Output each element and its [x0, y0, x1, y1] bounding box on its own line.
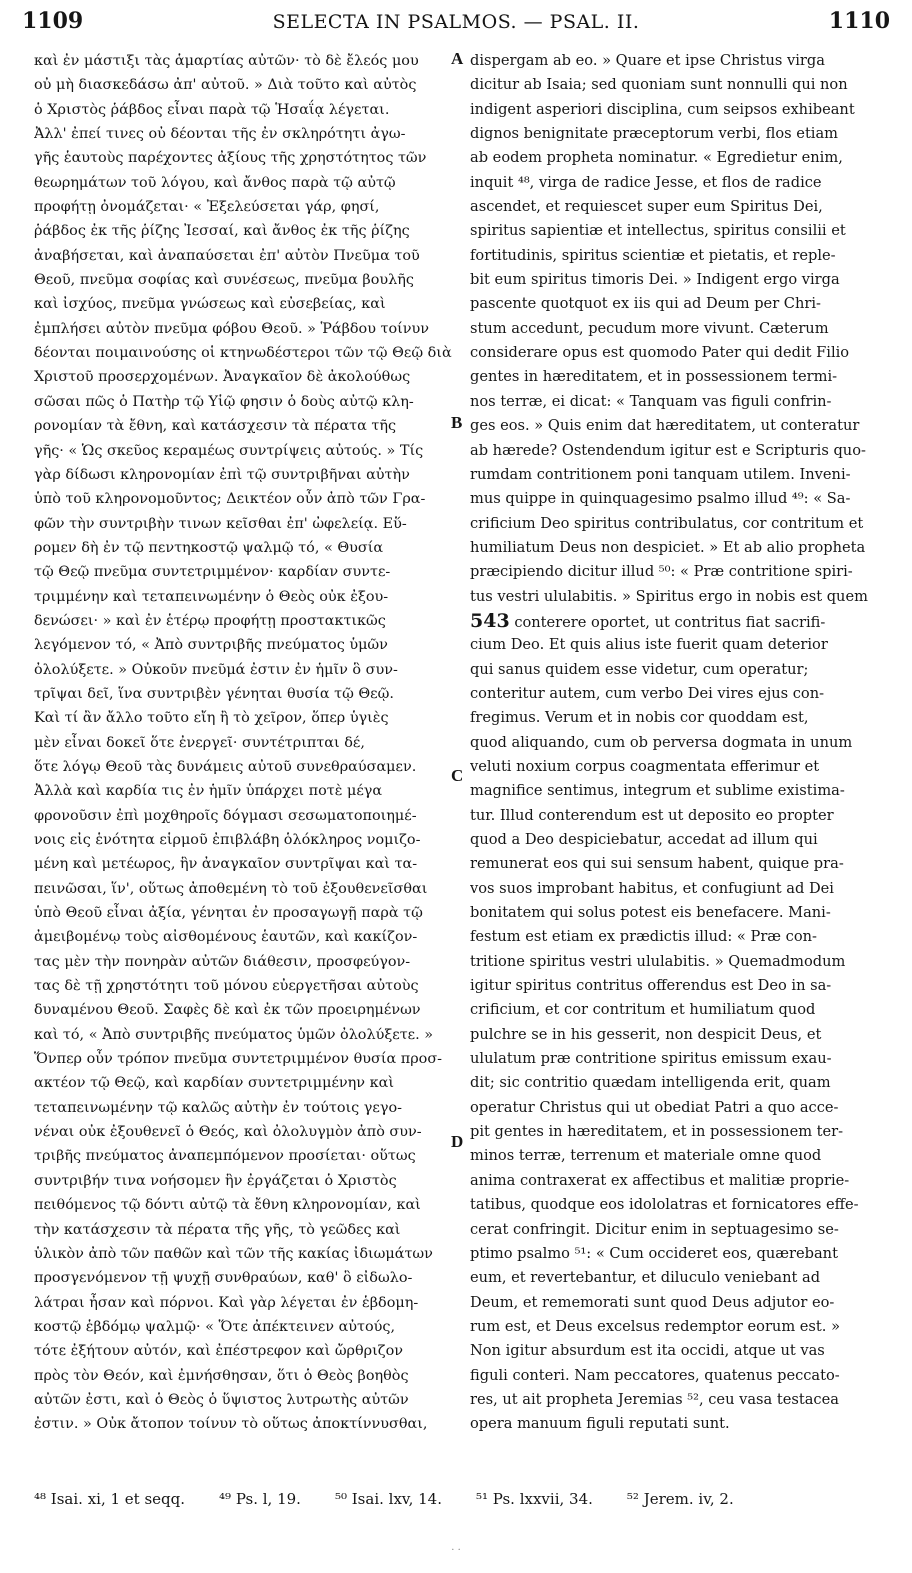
- greek-text-line: τρῖψαι δεῖ, ἵνα συντριβὲν γένηται θυσία τῷ Θεῷ.: [34, 685, 394, 702]
- latin-text-line: tur. Illud conterendum est ut deposito eo propter: [470, 806, 834, 824]
- greek-text-line: τας δὲ τῇ χρηστότητι τοῦ μόνου εὐεργετῆσαι αὐτοὺς: [34, 978, 419, 995]
- latin-text-line: ululatum præ contritione spiritus emissum exau-: [470, 1050, 832, 1068]
- latin-text-line: ptimo psalmo ⁵¹: « Cum occideret eos, quærebant: [470, 1244, 838, 1262]
- latin-text-line: nos terræ, ei dicat: « Tanquam vas figuli confrin-: [470, 392, 832, 410]
- greek-text-line: ἀναβήσεται, καὶ ἀναπαύσεται ἐπ' αὐτὸν Πνεῦμα τοῦ: [34, 247, 420, 264]
- latin-text-line: quod a Deo despiciebatur, accedat ad illum qui: [470, 831, 818, 848]
- latin-text-line: stum accedunt, pecudum more vivunt. Cæterum: [470, 319, 829, 337]
- latin-text-line: 543 conterere oportet, ut contritus fiat sacrifi-: [470, 609, 826, 632]
- latin-text-line: igitur spiritus contritus offerendus est Deo in sa-: [470, 977, 832, 995]
- greek-text-line: γῆς ἑαυτοὺς παρέχοντες ἀξίους τῆς χρηστότητος τῶν: [34, 150, 427, 167]
- greek-text-line: ακτέον τῷ Θεῷ, καὶ καρδίαν συντετριμμένην καὶ: [34, 1075, 394, 1092]
- greek-text-line: καὶ ἐν μάστιξι τὰς ἁμαρτίας αὐτῶν· τὸ δὲ ἔλεός μου: [34, 53, 419, 69]
- latin-text-line: rum est, et Deus excelsus redemptor eorum est. »: [470, 1317, 840, 1335]
- greek-text-line: τριβῆς πνεύματος ἀναπεμπόμενον προσίεται· οὕτως: [34, 1148, 416, 1165]
- latin-text-line: res, ut ait propheta Jeremias ⁵², ceu vasa testacea: [470, 1390, 839, 1408]
- latin-text-line: mus quippe in quinquagesimo psalmo illud ⁴⁹: « Sa-: [470, 490, 851, 508]
- latin-text-line: Deum, et rememorati sunt quod Deus adjutor eo-: [470, 1293, 835, 1311]
- running-title: SELECTA IN PSALMOS. — PSAL. II.: [272, 11, 640, 33]
- latin-text-line: qui sanus quidem esse videtur, cum operatur;: [470, 660, 809, 678]
- greek-text-line: μὲν εἶναι δοκεῖ ὅτε ἐνεργεῖ· συντέτριπται δέ,: [34, 734, 365, 751]
- latin-text-line: dicitur ab Isaia; sed quoniam sunt nonnulli qui non: [470, 76, 848, 94]
- greek-text-line: ἐμπλήσει αὐτὸν πνεῦμα φόβου Θεοῦ. » Ῥάβδου τοίνυν: [34, 320, 430, 337]
- margin-letter-d: D: [451, 1132, 464, 1151]
- greek-text-line: οὐ μὴ διασκεδάσω ἀπ' αὐτοῦ. » Διὰ τοῦτο καὶ αὐτὸς: [34, 77, 417, 94]
- page-number-left: 1109: [22, 8, 84, 34]
- greek-text-line: κοστῷ ἑβδόμῳ ψαλμῷ· « Ὅτε ἀπέκτεινεν αὐτούς,: [34, 1318, 396, 1335]
- latin-text-line: pascente quotquot ex iis qui ad Deum per Chri-: [470, 295, 821, 313]
- latin-text-line: quod aliquando, cum ob perversa dogmata in unum: [470, 733, 853, 751]
- latin-text-line: ab eodem propheta nominatur. « Egredietur enim,: [470, 149, 843, 167]
- greek-text-line: τας μὲν τὴν πονηρὰν αὐτῶν διάθεσιν, προσφεύγον-: [34, 953, 411, 970]
- greek-text-line: ὁ Χριστὸς ῥάβδος εἶναι παρὰ τῷ Ἡσαΐᾳ λέγεται.: [34, 101, 390, 118]
- greek-text-line: πειθόμενος τῷ δόντι αὐτῷ τὰ ἔθνη κληρονομίαν, καὶ: [34, 1197, 421, 1214]
- latin-text-line: fregimus. Verum et in nobis cor quoddam est,: [470, 709, 809, 727]
- latin-text-line: Non igitur absurdum est ita occidi, atque ut vas: [470, 1342, 825, 1360]
- latin-text-line: opera manuum figuli reputati sunt.: [470, 1415, 730, 1433]
- latin-text-column: [470, 49, 892, 1437]
- greek-text-line: ῥάβδος ἐκ τῆς ῥίζης Ἰεσσαί, καὶ ἄνθος ἐκ τῆς ῥίζης: [34, 223, 410, 240]
- latin-text-line: indigent asperiori disciplina, cum seipsos exhibeant: [470, 100, 855, 118]
- greek-text-line: ρομεν δὴ ἐν τῷ πεντηκοστῷ ψαλμῷ τό, « Θυσία: [34, 539, 384, 556]
- latin-text-line: rumdam contritionem poni tanquam utilem. Inveni-: [470, 465, 851, 483]
- greek-text-line: ὀλολύξετε. » Οὐκοῦν πνεῦμά ἐστιν ἐν ἡμῖν ὃ συν-: [34, 661, 398, 678]
- margin-letter-a: A: [451, 49, 464, 68]
- greek-text-line: Θεοῦ, πνεῦμα σοφίας καὶ συνέσεως, πνεῦμα βουλῆς: [34, 272, 414, 289]
- greek-text-line: καὶ ἰσχύος, πνεῦμα γνώσεως καὶ εὐσεβείας, καὶ: [34, 296, 386, 313]
- latin-text-line: bonitatem qui solus potest eis benefacere. Mani-: [470, 904, 831, 922]
- latin-text-line: ab hærede? Ostendendum igitur est e Scripturis quo-: [470, 441, 866, 459]
- footnote: ⁵⁰ Isai. lxv, 14.: [334, 1490, 442, 1508]
- greek-text-line: νέναι οὐκ ἐξουθενεῖ ὁ Θεός, καὶ ὀλολυγμὸν ἀπὸ συν-: [34, 1124, 422, 1141]
- latin-text-line: spiritus sapientiæ et intellectus, spiritus consilii et: [470, 222, 846, 240]
- latin-text-line: tritione spiritus vestri ululabitis. » Quemadmodum: [470, 952, 846, 970]
- greek-text-line: πρὸς τὸν Θεόν, καὶ ἐμνήσθησαν, ὅτι ὁ Θεὸς βοηθὸς: [34, 1367, 409, 1384]
- latin-text-line: figuli conteri. Nam peccatores, quatenus peccato-: [470, 1366, 840, 1384]
- greek-text-line: ὑλικὸν ἀπὸ τῶν παθῶν καὶ τῶν τῆς κακίας ἰδιωμάτων: [34, 1245, 433, 1262]
- greek-text-line: Καὶ τί ἂν ἄλλο τοῦτο εἴη ἢ τὸ χεῖρον, ὅπερ ὑγιὲς: [34, 710, 389, 727]
- latin-text-line: crificium, et cor contritum et humiliatum quod: [470, 1001, 816, 1019]
- greek-text-line: τὴν κατάσχεσιν τὰ πέρατα τῆς γῆς, τὸ γεῶδες καὶ: [34, 1221, 401, 1238]
- latin-text-line: vos suos improbant habitus, et confugiunt ad Dei: [470, 879, 834, 897]
- latin-text-line: tus vestri ululabitis. » Spiritus ergo in nobis est quem: [470, 587, 868, 605]
- greek-text-line: νοις εἰς ἑνότητα εἱρμοῦ ἐπιβλάβη ὁλόκληρος νομιζο-: [34, 832, 421, 848]
- latin-text-line: cium Deo. Et quis alius iste fuerit quam deterior: [470, 636, 828, 654]
- latin-text-line: crificium Deo spiritus contribulatus, cor contritum et: [470, 514, 864, 532]
- latin-text-line: dignos benignitate præceptorum verbi, flos etiam: [470, 125, 839, 143]
- latin-text-line: tatibus, quodque eos idololatras et fornicatores effe-: [470, 1196, 859, 1214]
- latin-text-line: anima contraxerat ex affectibus et malitiæ proprie-: [470, 1171, 850, 1189]
- column-number: 543: [470, 609, 510, 632]
- greek-text-line: ἀμειβομένῳ τοὺς αἰσθομένους ἑαυτῶν, καὶ κακίζον-: [34, 929, 418, 946]
- greek-text-line: φρονοῦσιν ἐπὶ μοχθηροῖς δόγμασι σεσωματοποιημέ-: [34, 807, 417, 824]
- greek-text-line: ὑπὸ τοῦ κληρονομοῦντος; Δεικτέον οὖν ἀπὸ τῶν Γρα-: [34, 491, 426, 508]
- footnote: ⁵¹ Ps. lxxvii, 34.: [476, 1490, 593, 1508]
- greek-text-line: ὑπὸ Θεοῦ εἶναι ἀξία, γένηται ἐν προσαγωγῇ παρὰ τῷ: [34, 905, 423, 922]
- latin-text-line: conteritur autem, cum verbo Dei vires ejus con-: [470, 684, 825, 702]
- greek-text-line: τῷ Θεῷ πνεῦμα συντετριμμένον· καρδίαν συντε-: [34, 564, 391, 581]
- greek-text-line: Ἀλλ' ἐπεί τινες οὐ δέονται τῆς ἐν σκληρότητι ἀγω-: [34, 126, 406, 143]
- margin-letter-b: B: [451, 413, 463, 432]
- footnotes: [34, 1490, 894, 1512]
- latin-text-line: pit gentes in hæreditatem, et in possessionem ter-: [470, 1123, 844, 1141]
- greek-text-column: [34, 49, 454, 1437]
- greek-text-line: τότε ἐξήτουν αὐτόν, καὶ ἐπέστρεφον καὶ ὤρθριζον: [34, 1343, 403, 1360]
- greek-text-line: γῆς· « Ὡς σκεῦος κεραμέως συντρίψεις αὐτούς. » Τίς: [34, 442, 424, 459]
- latin-text-line: operatur Christus qui ut obediat Patri a quo acce-: [470, 1098, 839, 1116]
- latin-text-line: minos terræ, terrenum et materiale omne quod: [470, 1147, 822, 1165]
- greek-text-line: σῶσαι πῶς ὁ Πατὴρ τῷ Υἱῷ φησιν ὁ δοὺς αὐτῷ κλη-: [34, 393, 414, 410]
- greek-text-line: λεγόμενον τό, « Ἀπὸ συντριβῆς πνεύματος ὑμῶν: [34, 637, 388, 654]
- latin-text-line: inquit ⁴⁸, virga de radice Jesse, et flos de radice: [470, 173, 822, 191]
- page-header: [22, 8, 890, 38]
- greek-text-line: δυναμένου Θεοῦ. Σαφὲς δὲ καὶ ἐκ τῶν προειρημένων: [34, 1002, 421, 1019]
- latin-text-line: festum est etiam ex prædictis illud: « Præ con-: [470, 928, 817, 946]
- greek-text-line: ρονομίαν τὰ ἔθνη, καὶ κατάσχεσιν τὰ πέρατα τῆς: [34, 418, 397, 435]
- latin-text-line: dit; sic contritio quædam intelligenda erit, quam: [470, 1074, 831, 1092]
- latin-text-line: bit eum spiritus timoris Dei. » Indigent ergo virga: [470, 271, 840, 289]
- greek-text-line: δέονται ποιμαινούσης οἱ κτηνωδέστεροι τῶν τῷ Θεῷ διὰ: [34, 345, 452, 362]
- latin-text-line: veluti noxium corpus coagmentata efferimur et: [470, 757, 820, 775]
- latin-text-line: pulchre se in his gesserit, non despicit Deus, et: [470, 1025, 822, 1043]
- latin-text-line: ascendet, et requiescet super eum Spiritus Dei,: [470, 198, 823, 216]
- greek-text-line: προφήτῃ ὀνομάζεται· « Ἐξελεύσεται γάρ, φησί,: [34, 199, 380, 216]
- latin-text-line: gentes in hæreditatem, et in possessionem termi-: [470, 368, 838, 386]
- greek-text-line: ἐστιν. » Οὐκ ἄτοπον τοίνυν τὸ οὕτως ἀποκτίννυσθαι,: [34, 1416, 428, 1433]
- greek-text-line: γὰρ δίδωσι κληρονομίαν ἐπὶ τῷ συντριβῆναι αὐτὴν: [34, 466, 410, 483]
- greek-text-line: Χριστοῦ προσερχομένων. Ἀναγκαῖον δὲ ἀκολούθως: [34, 369, 411, 386]
- greek-text-line: μένη καὶ μετέωρος, ἣν ἀναγκαῖον συντρῖψαι καὶ τα-: [34, 856, 418, 873]
- greek-text-line: Ἀλλὰ καὶ καρδία τις ἐν ἡμῖν ὑπάρχει ποτὲ μέγα: [34, 783, 383, 800]
- greek-text-line: τεταπεινωμένην τῷ καλῶς αὐτὴν ἐν τούτοις γεγο-: [34, 1099, 402, 1116]
- greek-text-line: αὐτῶν ἐστι, καὶ ὁ Θεὸς ὁ ὕψιστος λυτρωτὴς αὐτῶν: [34, 1391, 409, 1408]
- latin-text-line: remunerat eos qui sui sensum habent, quique pra-: [470, 855, 844, 873]
- page-number-right: 1110: [828, 8, 890, 34]
- margin-letter-c: C: [451, 766, 464, 785]
- bottom-mark: · ·: [451, 1545, 461, 1556]
- latin-text-line: præcipiendo dicitur illud ⁵⁰: « Præ contritione spiri-: [470, 563, 853, 581]
- greek-text-line: τριμμένην καὶ τεταπεινωμένην ὁ Θεὸς οὐκ ἐξου-: [34, 588, 389, 605]
- greek-text-line: θεωρημάτων τοῦ λόγου, καὶ ἄνθος παρὰ τῷ αὐτῷ: [34, 174, 396, 191]
- latin-text-line: humiliatum Deus non despiciet. » Et ab alio propheta: [470, 538, 866, 556]
- greek-text-line: καὶ τό, « Ἀπὸ συντριβῆς πνεύματος ὑμῶν ὀλολύξετε. »: [34, 1026, 434, 1043]
- greek-text-line: πεινῶσαι, ἵν', οὕτως ἀποθεμένη τὸ τοῦ ἐξουθενεῖσθαι: [34, 880, 428, 897]
- greek-text-line: ὅτε λόγῳ Θεοῦ τὰς δυνάμεις αὐτοῦ συνεθραύσαμεν.: [34, 758, 417, 775]
- latin-text-line: eum, et revertebantur, et diluculo veniebant ad: [470, 1269, 821, 1287]
- latin-text-line: considerare opus est quomodo Pater qui dedit Filio: [470, 344, 850, 362]
- footnote: ⁴⁹ Ps. l, 19.: [219, 1490, 301, 1508]
- latin-text-line: dispergam ab eo. » Quare et ipse Christus virga: [470, 52, 825, 69]
- greek-text-line: Ὅνπερ οὖν τρόπον πνεῦμα συντετριμμένον θυσία προσ-: [34, 1051, 443, 1068]
- greek-text-line: φῶν τὴν συντριβὴν τινων κεῖσθαι ἐπ' ὠφελείᾳ. Εὕ-: [34, 515, 407, 532]
- latin-text-line: magnifice sentimus, integrum et sublime existima-: [470, 782, 845, 800]
- footnote: ⁴⁸ Isai. xi, 1 et seqq.: [34, 1490, 186, 1508]
- greek-text-line: δενώσει· » καὶ ἐν ἑτέρῳ προφήτῃ προστακτικῶς: [34, 612, 386, 629]
- greek-text-line: λάτραι ἦσαν καὶ πόρνοι. Καὶ γὰρ λέγεται ἐν ἑβδομη-: [34, 1294, 419, 1311]
- greek-text-line: συντριβήν τινα νοήσομεν ἣν ἐργάζεται ὁ Χριστὸς: [34, 1172, 397, 1189]
- footnote: ⁵² Jerem. iv, 2.: [626, 1490, 734, 1508]
- greek-text-line: προσγενόμενον τῇ ψυχῇ συνθραύων, καθ' ὃ εἰδωλο-: [34, 1270, 413, 1287]
- latin-text-line: ges eos. » Quis enim dat hæreditatem, ut conteratur: [470, 417, 860, 435]
- latin-text-line: fortitudinis, spiritus scientiæ et pietatis, et reple-: [470, 246, 836, 264]
- latin-text-line: cerat confringit. Dicitur enim in septuagesimo se-: [470, 1220, 839, 1238]
